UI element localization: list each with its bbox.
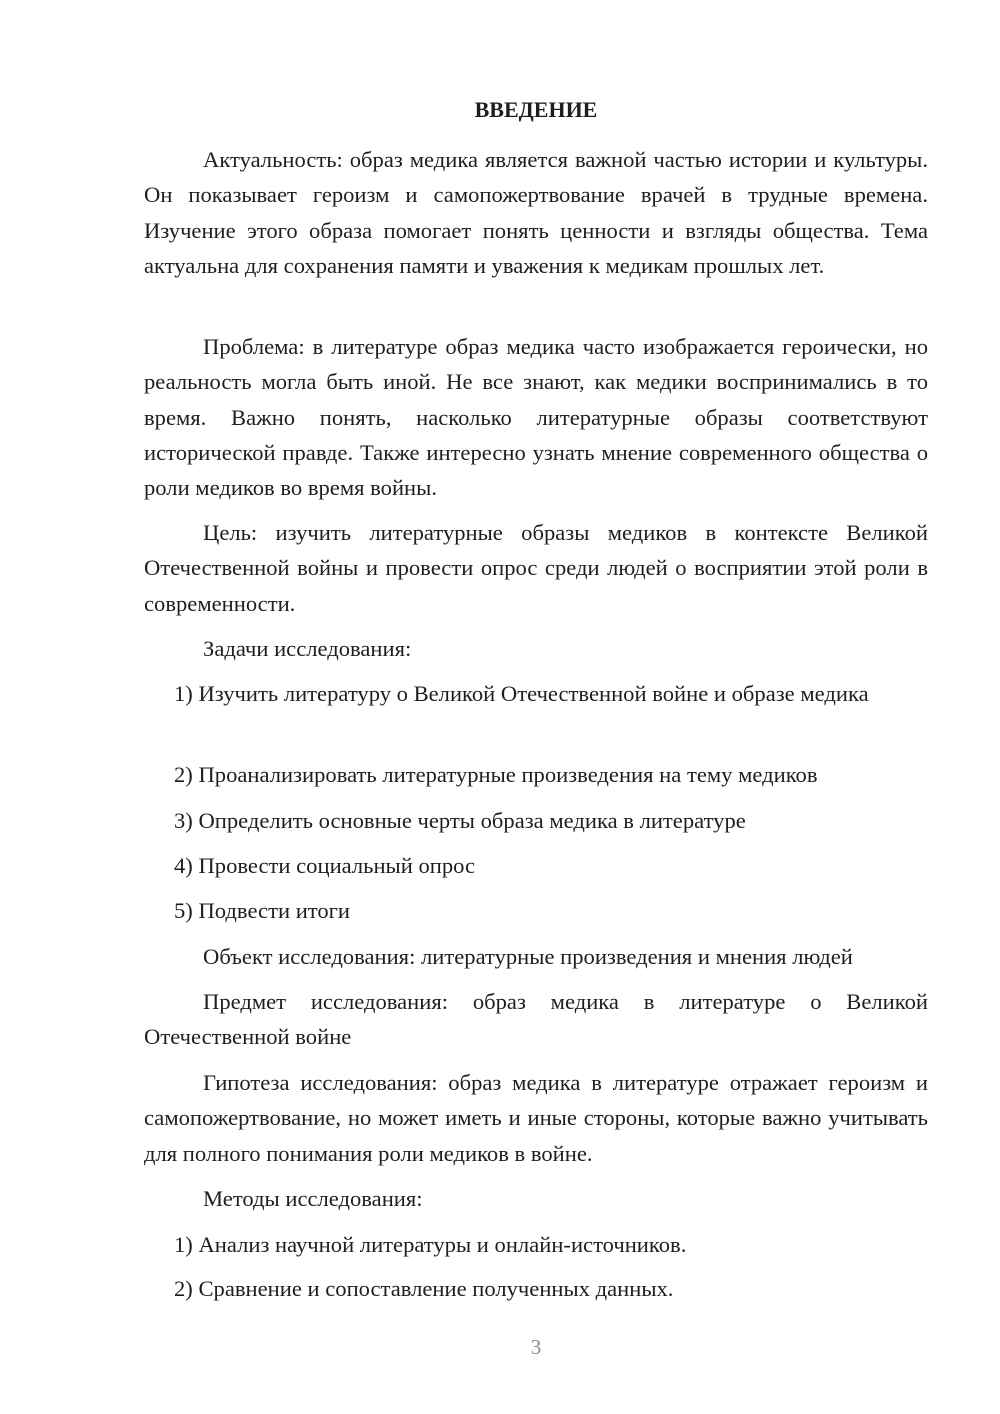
task-item-5: 5) Подвести итоги: [174, 898, 351, 923]
tasks-title: Задачи исследования:: [203, 636, 412, 661]
task-item-4: 4) Провести социальный опрос: [174, 853, 476, 878]
object-paragraph: Объект исследования: литературные произведения и мнения людей: [203, 944, 853, 969]
page-number: 3: [530, 1335, 542, 1359]
problem-paragraph: Проблема: в литературе образ медика часто изображается героически, но реальность могла быть иной. Не все знают, как медики воспринимались в то время. Важно понять, насколько литературные образы соответствуют исторической правде. Также интересно узнать мнение современного общества о роли медиков во время войны.: [144, 334, 928, 501]
subject-paragraph: Предмет исследования: образ медика в литературе о Великой Отечественной войне: [144, 989, 928, 1050]
hypothesis-paragraph: Гипотеза исследования: образ медика в литературе отражает героизм и самопожертвование, но может иметь и иные стороны, которые важно учитывать для полного понимания роли медиков в войне.: [144, 1070, 928, 1166]
section-heading: ВВЕДЕНИЕ: [474, 97, 598, 122]
task-item-1: 1) Изучить литературу о Великой Отечественной войне и образе медика: [174, 681, 869, 706]
task-item-3: 3) Определить основные черты образа медика в литературе: [174, 808, 746, 833]
method-item-2: 2) Сравнение и сопоставление полученных данных.: [174, 1276, 674, 1301]
goal-paragraph: Цель: изучить литературные образы медиков в контексте Великой Отечественной войны и провести опрос среди людей о восприятии этой роли в современности.: [144, 520, 928, 616]
task-item-2: 2) Проанализировать литературные произведения на тему медиков: [174, 762, 818, 787]
methods-title: Методы исследования:: [203, 1186, 423, 1211]
method-item-1: 1) Анализ научной литературы и онлайн-источников.: [174, 1232, 687, 1257]
relevance-paragraph: Актуальность: образ медика является важной частью истории и культуры. Он показывает героизм и самопожертвование врачей в трудные времена. Изучение этого образа помогает понять ценности и взгляды общества. Тема актуальна для сохранения памяти и уважения к медикам прошлых лет.: [144, 147, 928, 278]
